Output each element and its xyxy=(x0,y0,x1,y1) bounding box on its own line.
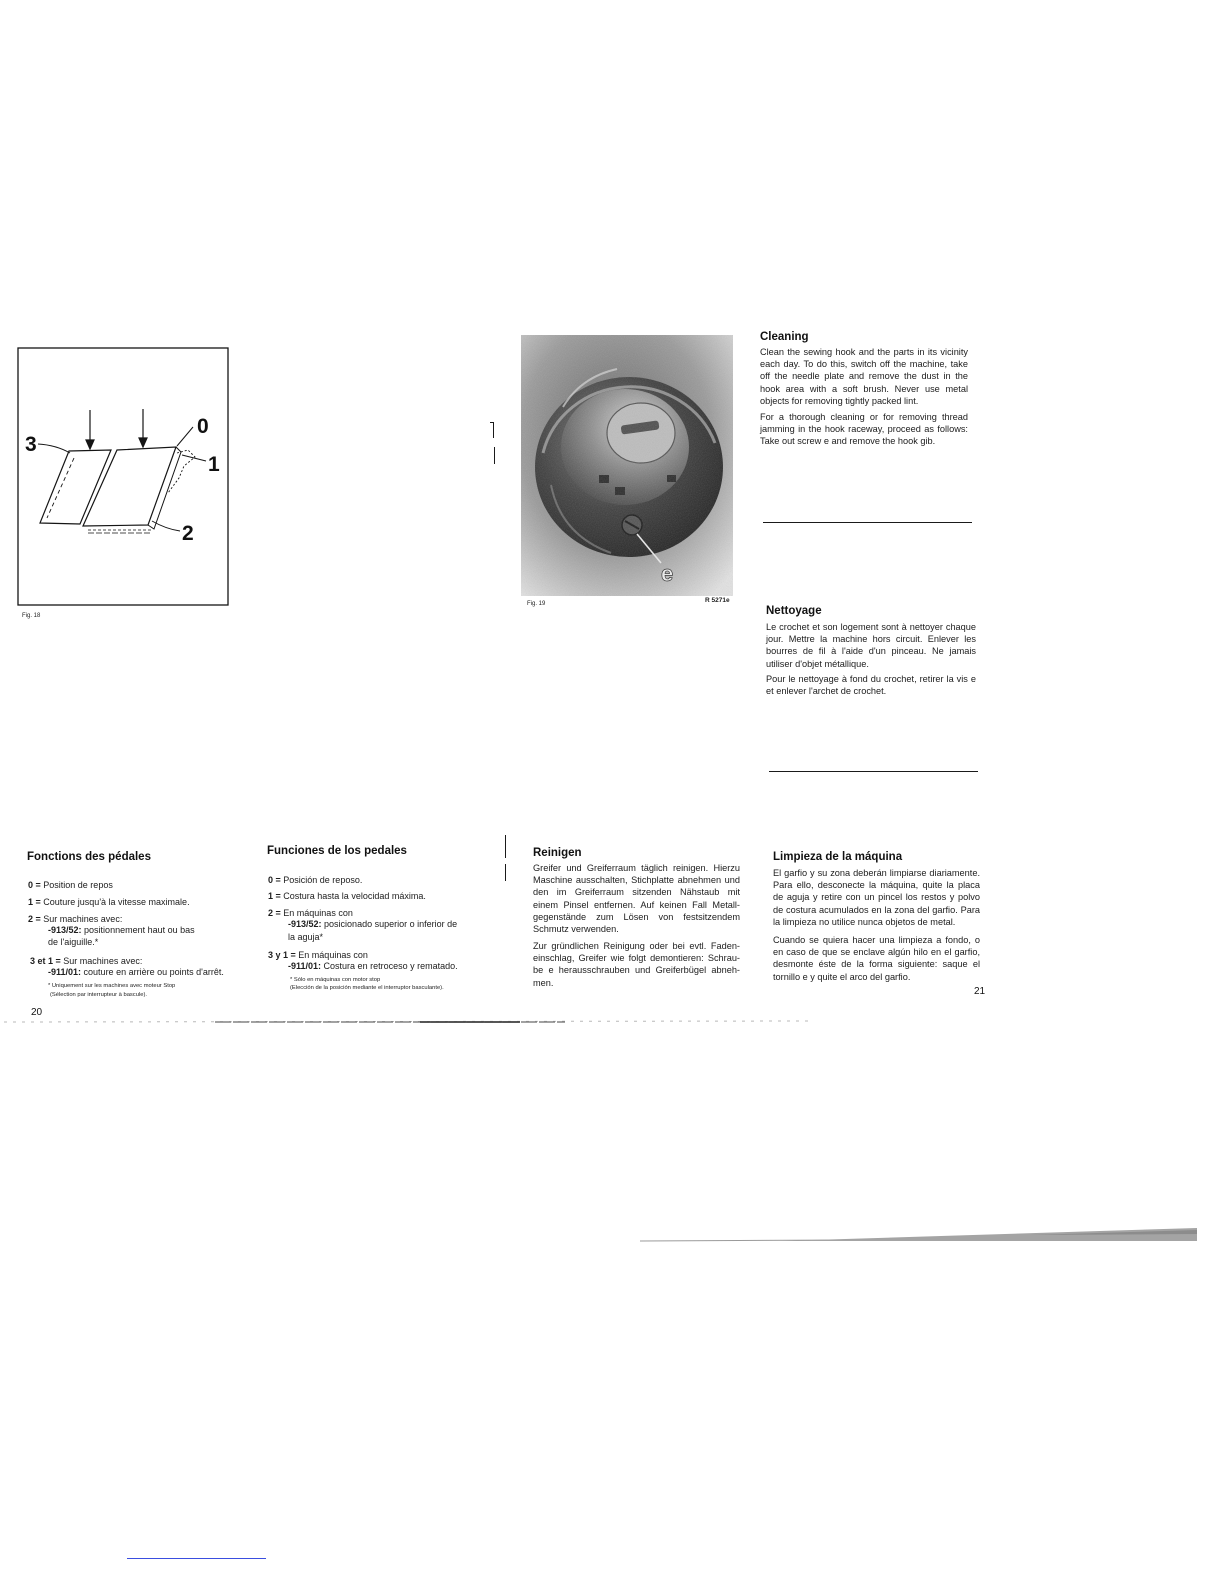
arrow-head xyxy=(86,440,94,449)
page-number-left: 20 xyxy=(31,1007,43,1018)
figure-caption-19: Fig. 19 xyxy=(527,601,546,607)
nettoyage-paragraph xyxy=(766,621,976,670)
margin-mark xyxy=(494,447,495,464)
text-line: objects for removing tightly packed lint. xyxy=(760,395,919,406)
item-text: la aguja* xyxy=(288,932,324,942)
text-line: Le crochet et son logement sont à nettoyer chaque xyxy=(766,622,976,632)
text-line: Schmutz verwenden. xyxy=(533,923,619,934)
text-line: einschlag, Greifer wie folgt demontieren: Schrau- xyxy=(533,953,740,964)
text-line: Take out screw e and remove the hook gib. xyxy=(760,436,936,447)
item-text: En máquinas con xyxy=(298,950,368,960)
text-line: El garfio y su zona deberán limpiarse diariamente. xyxy=(773,868,980,878)
item-text: posicionado superior o inferior de xyxy=(324,919,458,929)
photo-grain xyxy=(521,335,733,596)
footnote: * Sólo en máquinas con motor stop xyxy=(290,977,381,983)
pedal-function-item xyxy=(268,950,368,961)
text-line: de aguja y retire con un pincel los restos y polvo xyxy=(773,892,980,903)
blue-rule xyxy=(127,1558,266,1559)
footnote: (Sélection par interrupteur à bascule). xyxy=(50,992,147,998)
item-text: de l'aiguille.* xyxy=(48,937,99,947)
text-line: Greifer und Greiferraum täglich reinigen. Hierzu xyxy=(533,863,740,873)
pedal-function-item xyxy=(28,897,190,908)
text-line: be e herausschrauben und Greiferbügel abneh- xyxy=(533,965,740,976)
item-key: 1 = xyxy=(28,897,41,907)
text-line: einem Pinsel entfernen. Auf keinen Fall Metall- xyxy=(533,899,740,910)
sewing-hook-photo xyxy=(521,335,733,596)
pedal-diagram xyxy=(16,347,230,609)
section-heading-reinigen: Reinigen xyxy=(533,847,582,859)
item-key: 2 = xyxy=(28,914,41,924)
text-line: tornillo e y quite el arco del garfio. xyxy=(773,971,911,982)
figure-caption-18: Fig. 18 xyxy=(22,613,41,619)
pedal-function-item xyxy=(268,891,426,902)
text-line: off the needle plate and remove the dust in the xyxy=(760,371,968,382)
text-line: et enlever l'archet de crochet. xyxy=(766,686,887,697)
leader-line-1 xyxy=(182,455,206,461)
scan-fold-line xyxy=(0,1016,820,1028)
cleaning-paragraph xyxy=(760,346,968,407)
item-key: 3 y 1 = xyxy=(268,950,296,960)
label-1: 1 xyxy=(208,453,220,476)
text-line: jour. Mettre la machine hors circuit. Enlever les xyxy=(766,634,976,645)
label-3: 3 xyxy=(25,433,37,456)
text-line: gegenstände zum Lösen von festsitzendem xyxy=(533,911,740,922)
pedal-function-item xyxy=(30,956,142,967)
section-heading-limpieza: Limpieza de la máquina xyxy=(773,851,903,863)
section-heading-cleaning: Cleaning xyxy=(760,331,809,343)
model-code: -911/01: xyxy=(288,961,322,971)
text-line: desmonte éste de la forma siguiente: saque el xyxy=(773,959,980,970)
nettoyage-paragraph xyxy=(766,673,976,697)
margin-mark xyxy=(490,422,494,423)
text-line: Pour le nettoyage à fond du crochet, retirer la vis e xyxy=(766,674,976,684)
text-line: Maschine ausschalten, Stichplatte abnehmen und xyxy=(533,875,740,886)
item-text: Sur machines avec: xyxy=(63,956,143,966)
text-line: en caso de que se enclave algún hilo en el garfio, xyxy=(773,947,980,958)
figure-code: R 5271e xyxy=(705,597,730,604)
item-key: 0 = xyxy=(268,875,281,885)
item-text: Posición de reposo. xyxy=(283,875,363,885)
item-text: En máquinas con xyxy=(283,908,353,918)
arrow-head xyxy=(139,438,147,447)
model-code: -911/01: xyxy=(48,967,82,977)
pedal-function-subitem xyxy=(288,961,458,972)
pedal-function-subitem xyxy=(288,919,457,930)
item-text: Position de repos xyxy=(43,880,113,890)
item-key: 3 et 1 = xyxy=(30,956,61,966)
footnote: * Uniquement sur les machines avec moteur Stop xyxy=(48,983,176,989)
section-divider xyxy=(763,522,972,523)
section-heading-funciones: Funciones de los pedales xyxy=(267,845,407,857)
pedal-function-subitem xyxy=(48,925,195,936)
item-text: couture en arrière ou points d'arrêt. xyxy=(83,967,224,977)
item-key: 1 = xyxy=(268,891,281,901)
pedal-function-item xyxy=(28,914,122,925)
pedal-function-item xyxy=(268,875,362,886)
section-heading-fonctions: Fonctions des pédales xyxy=(27,851,151,863)
text-line: la limpieza no utilice nunca objetos de metal. xyxy=(773,916,956,927)
leader-line-3 xyxy=(38,444,70,453)
margin-mark xyxy=(505,864,506,881)
cleaning-paragraph xyxy=(760,411,968,448)
pedal-function-subitem xyxy=(48,967,224,978)
text-line: each day. To do this, switch off the machine, take xyxy=(760,359,968,370)
margin-mark xyxy=(493,422,494,438)
pedal-function-subitem xyxy=(48,937,98,948)
label-2: 2 xyxy=(182,522,194,545)
reinigen-paragraph xyxy=(533,862,740,935)
section-heading-nettoyage: Nettoyage xyxy=(766,605,822,617)
limpieza-paragraph xyxy=(773,867,980,928)
text-line: bourres de fil à l'aide d'un pinceau. Ne jamais xyxy=(766,646,976,657)
reinigen-paragraph xyxy=(533,940,740,989)
text-line: jamming in the hook raceway, proceed as follows: xyxy=(760,424,968,435)
text-line: For a thorough cleaning or for removing thread xyxy=(760,412,968,422)
text-line: utiliser d'objet métallique. xyxy=(766,658,869,669)
section-divider xyxy=(769,771,978,772)
item-text: Costura hasta la velocidad máxima. xyxy=(283,891,426,901)
text-line: Cuando se quiera hacer una limpieza a fondo, o xyxy=(773,935,980,945)
text-line: Zur gründlichen Reinigung oder bei evtl. Faden- xyxy=(533,941,740,951)
margin-mark xyxy=(505,835,506,858)
model-code: -913/52: xyxy=(48,925,82,935)
leader-line-0 xyxy=(177,427,193,446)
item-key: 2 = xyxy=(268,908,281,918)
model-code: -913/52: xyxy=(288,919,322,929)
item-key: 0 = xyxy=(28,880,41,890)
scan-edge-stripe xyxy=(630,1225,1202,1245)
item-text: Couture jusqu'à la vitesse maximale. xyxy=(43,897,190,907)
label-0: 0 xyxy=(197,415,209,438)
limpieza-paragraph xyxy=(773,934,980,983)
item-text: positionnement haut ou bas xyxy=(84,925,195,935)
text-line: den im Greiferraum sitzenden Nähstaub mit xyxy=(533,887,740,898)
pedal-function-item xyxy=(28,880,113,891)
item-text: Sur machines avec: xyxy=(43,914,123,924)
text-line: men. xyxy=(533,977,554,988)
text-line: Clean the sewing hook and the parts in its vicinity xyxy=(760,347,968,357)
pedal-function-subitem xyxy=(288,932,323,943)
page-number-right: 21 xyxy=(974,986,986,997)
pedal-function-item xyxy=(268,908,353,919)
text-line: hook area with a soft brush. Never use metal xyxy=(760,383,968,394)
text-line: de costura acumulados en la zona del garfio. Para xyxy=(773,904,980,915)
footnote: (Elección de la posición mediante el interruptor basculante). xyxy=(290,985,444,991)
text-line: Para ello, desconecte la máquina, quite la placa xyxy=(773,880,980,891)
item-text: Costura en retroceso y rematado. xyxy=(323,961,458,971)
